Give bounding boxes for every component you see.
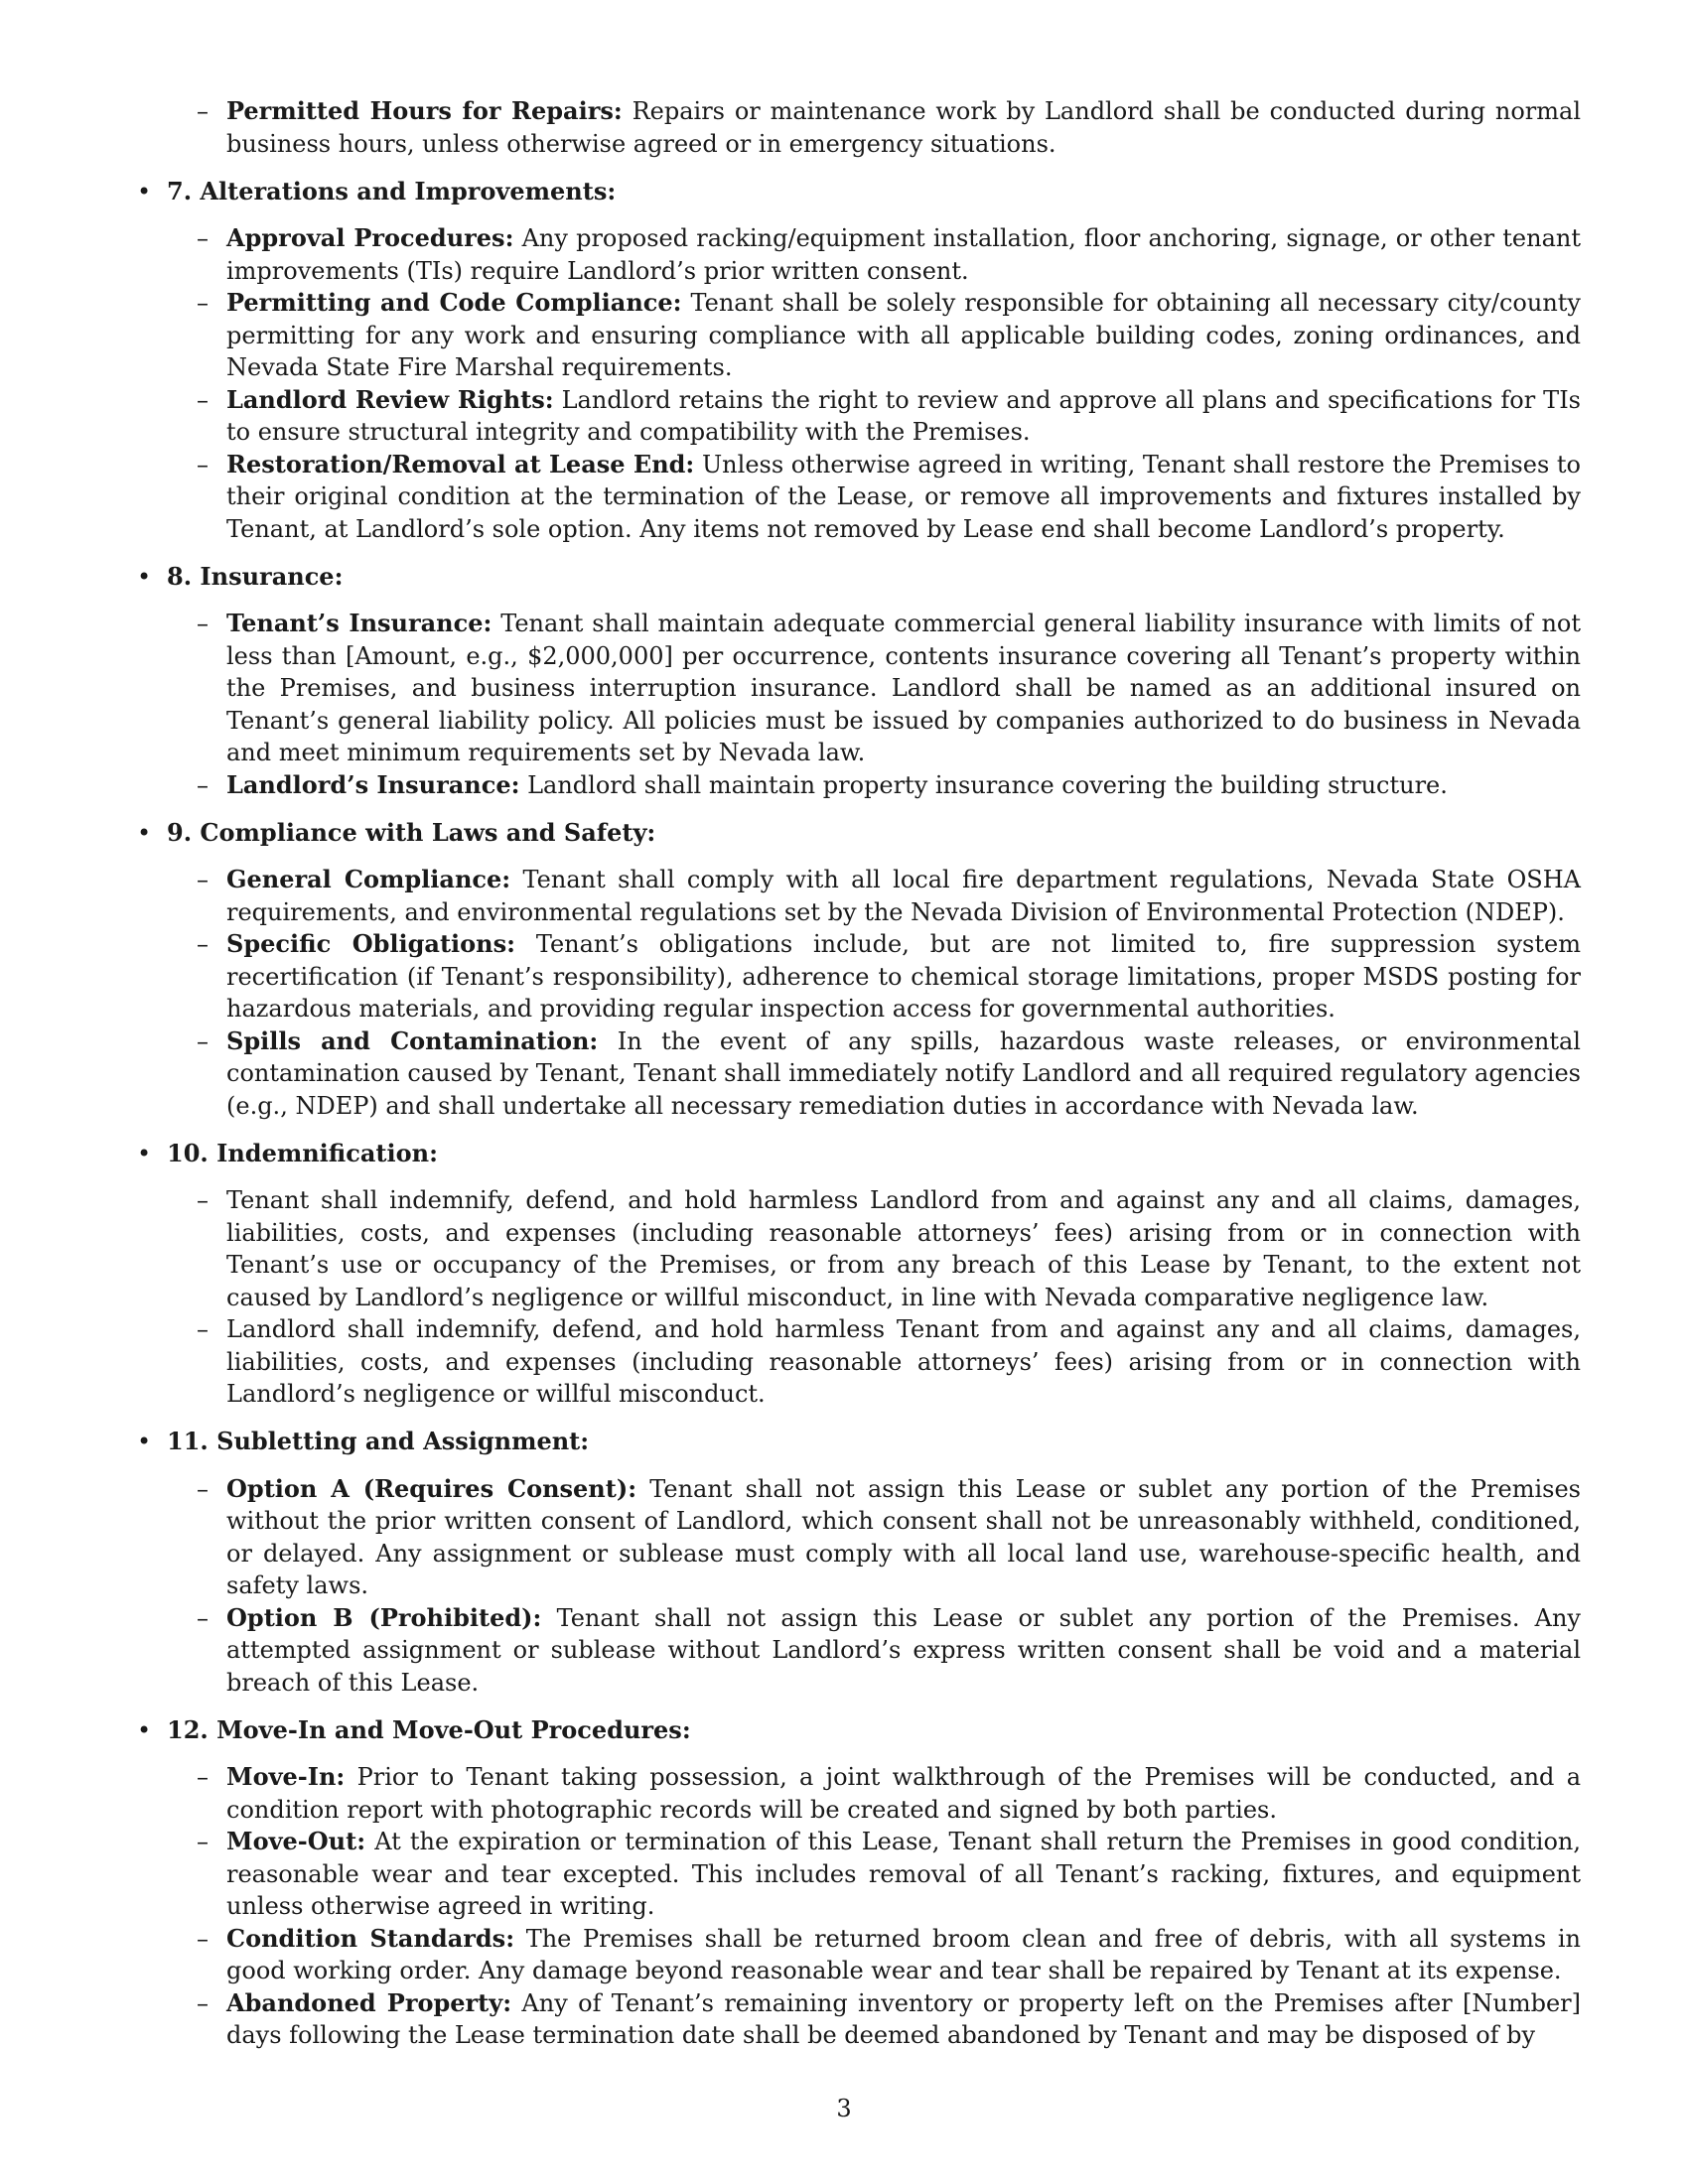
item-lead: Tenant’s Insurance: [226,609,492,637]
section-7 [131,176,1581,546]
section-heading: 12. Move-In and Move-Out Procedures: [167,1714,691,1744]
document-body [131,95,1581,2067]
list-item [131,1826,1581,1923]
section-10 [131,1138,1581,1411]
dash-marker: – [197,450,209,478]
list-item [131,1923,1581,1987]
dash-marker: – [197,97,209,125]
item-lead: Permitted Hours for Repairs: [226,96,623,125]
dash-marker: – [197,1828,209,1855]
dash-marker: – [197,224,209,252]
item-lead: Landlord Review Rights: [226,384,554,414]
item-text: Repairs or maintenance work by Landlord shall be conducted during normal business hours, unless otherwise agreed or in emergency situations. [226,97,1581,158]
section-11 [131,1426,1581,1699]
list-item [131,1473,1581,1602]
dash-marker: – [197,1603,209,1632]
dash-marker: – [197,385,209,414]
item-text: Any of Tenant’s remaining inventory or property left on the Premises after [Number] days following the Lease termination date shall be deemed abandoned by Tenant and may be disposed of by [226,1988,1581,2049]
item-lead: Spills and Contamination: [226,1025,599,1055]
dash-marker: – [197,770,209,799]
section-heading: 10. Indemnification: [167,1138,438,1167]
item-text: Landlord shall indemnify, defend, and hold harmless Tenant from and against any and all claims, damages, liabilities, costs, and expenses (including reasonable attorneys’ fees) arising from or in connection with Landlord’s negligence or willful misconduct. [226,1315,1581,1408]
section-heading: 7. Alterations and Improvements: [167,176,617,205]
list-item [131,1602,1581,1700]
item-text: Tenant shall not assign this Lease or sublet any portion of the Premises without the prior written consent of Landlord, which consent shall not be unreasonably withheld, conditioned, or delayed. Any assignment or sublease must comply with all local land use, warehouse-specific health, and safety laws. [226,1474,1581,1599]
item-lead: Approval Procedures: [226,223,514,252]
bullet-icon: • [137,177,152,205]
dash-marker: – [197,1763,209,1791]
section-8 [131,561,1581,802]
item-text: Tenant shall comply with all local fire department regulations, Nevada State OSHA requirements, and environmental regulations set by the Nevada Division of Environmental Protection (NDEP). [226,866,1581,926]
item-text: Prior to Tenant taking possession, a joint walkthrough of the Premises will be conducted, and a condition report with photographic records will be created and signed by both parties. [226,1763,1581,1824]
list-item [131,1987,1581,2052]
bullet-icon: • [137,818,152,847]
list-item [131,608,1581,769]
bullet-icon: • [137,1715,152,1744]
list-item [131,222,1581,287]
dash-marker: – [197,1186,209,1214]
item-text: Tenant shall maintain adequate commercial general liability insurance with limits of not less than [Amount, e.g., $2,000,000] per occurrence, contents insurance covering all Tenant’s property within the Premises, and business interruption insurance. Landlord shall be named as an additional insured on Tenant’s general liability policy. All policies must be issued by companies authorized to do business in Nevada and meet minimum requirements set by Nevada law. [226,610,1581,766]
item-text: Landlord retains the right to review and approve all plans and specifications for TIs to ensure structural integrity and compatibility with the Premises. [226,385,1581,446]
item-lead: Condition Standards: [226,1923,515,1953]
item-text: Tenant’s obligations include, but are not limited to, fire suppression system recertification (if Tenant’s responsibility), adherence to chemical storage limitations, proper MSDS posting for hazardous materials, and providing regular inspection access for governmental authorities. [226,930,1581,1023]
dash-marker: – [197,610,209,637]
item-lead: Abandoned Property: [226,1987,512,2017]
item-lead: Landlord’s Insurance: [226,769,520,799]
dash-marker: – [197,1474,209,1503]
item-text: Landlord shall maintain property insurance covering the building structure. [527,770,1448,799]
item-lead: Restoration/Removal at Lease End: [226,449,695,478]
item-lead: General Compliance: [226,865,511,893]
list-item [131,384,1581,449]
list-item [131,769,1581,802]
dash-marker: – [197,1924,209,1953]
item-text: Tenant shall indemnify, defend, and hold harmless Landlord from and against any and all claims, damages, liabilities, costs, and expenses (including reasonable attorneys’ fees) arising from or in connection with Tenant’s use or occupancy of the Premises, or from any breach of this Lease by Tenant, to the extent not caused by Landlord’s negligence or willful misconduct, in line with Nevada comparative negligence law. [226,1186,1581,1311]
item-text: In the event of any spills, hazardous waste releases, or environmental contamination caused by Tenant, Tenant shall immediately notify Landlord and all required regulatory agencies (e.g., NDEP) and shall undertake all necessary remediation duties in accordance with Nevada law. [226,1026,1581,1120]
bullet-icon: • [137,1428,152,1455]
list-item [131,95,1581,160]
item-lead: Option A (Requires Consent): [226,1473,637,1503]
item-lead: Specific Obligations: [226,929,515,958]
list-item [131,1313,1581,1411]
item-lead: Move-Out: [226,1827,366,1855]
list-item [131,449,1581,546]
section-heading: 11. Subletting and Assignment: [167,1427,590,1455]
item-lead: Permitting and Code Compliance: [226,288,682,317]
bullet-icon: • [137,1139,152,1167]
item-text: Tenant shall be solely responsible for obtaining all necessary city/county permitting for any work and ensuring compliance with all applicable building codes, zoning ordinances, and Nevada State Fire Marshal requirements. [226,289,1581,381]
list-item [131,928,1581,1025]
list-item [131,1025,1581,1123]
dash-marker: – [197,1988,209,2017]
section-heading: 8. Insurance: [167,561,344,591]
list-item [131,1761,1581,1826]
list-item [131,287,1581,384]
item-text: Unless otherwise agreed in writing, Tenant shall restore the Premises to their original condition at the termination of the Lease, or remove all improvements and fixtures installed by Tenant, at Landlord’s sole option. Any items not removed by Lease end shall become Landlord’s property. [226,450,1582,543]
item-text: Any proposed racking/equipment installation, floor anchoring, signage, or other tenant improvements (TIs) require Landlord’s prior written consent. [226,224,1581,285]
dash-marker: – [197,1026,209,1055]
item-text: The Premises shall be returned broom clean and free of debris, with all systems in good working order. Any damage beyond reasonable wear and tear shall be repaired by Tenant at its expense. [226,1924,1581,1984]
dash-marker: – [197,1315,209,1343]
dash-marker: – [197,930,209,958]
dash-marker: – [197,289,209,317]
list-item [131,1184,1581,1313]
item-lead: Option B (Prohibited): [226,1602,542,1632]
page-number: 3 [836,2095,852,2122]
section-12 [131,1714,1581,2052]
section-9 [131,817,1581,1123]
dash-marker: – [197,866,209,893]
section-heading: 9. Compliance with Laws and Safety: [167,817,656,847]
list-item [131,864,1581,928]
section-continuation [131,95,1581,160]
item-text: At the expiration or termination of this Lease, Tenant shall return the Premises in good condition, reasonable wear and tear excepted. This includes removal of all Tenant’s racking, fixtures, and equipment unless otherwise agreed in writing. [226,1828,1581,1920]
item-lead: Move-In: [226,1762,346,1791]
item-text: Tenant shall not assign this Lease or sublet any portion of the Premises. Any attempted assignment or sublease without Landlord’s express written consent shall be void and a material breach of this Lease. [226,1603,1581,1697]
bullet-icon: • [137,562,152,591]
